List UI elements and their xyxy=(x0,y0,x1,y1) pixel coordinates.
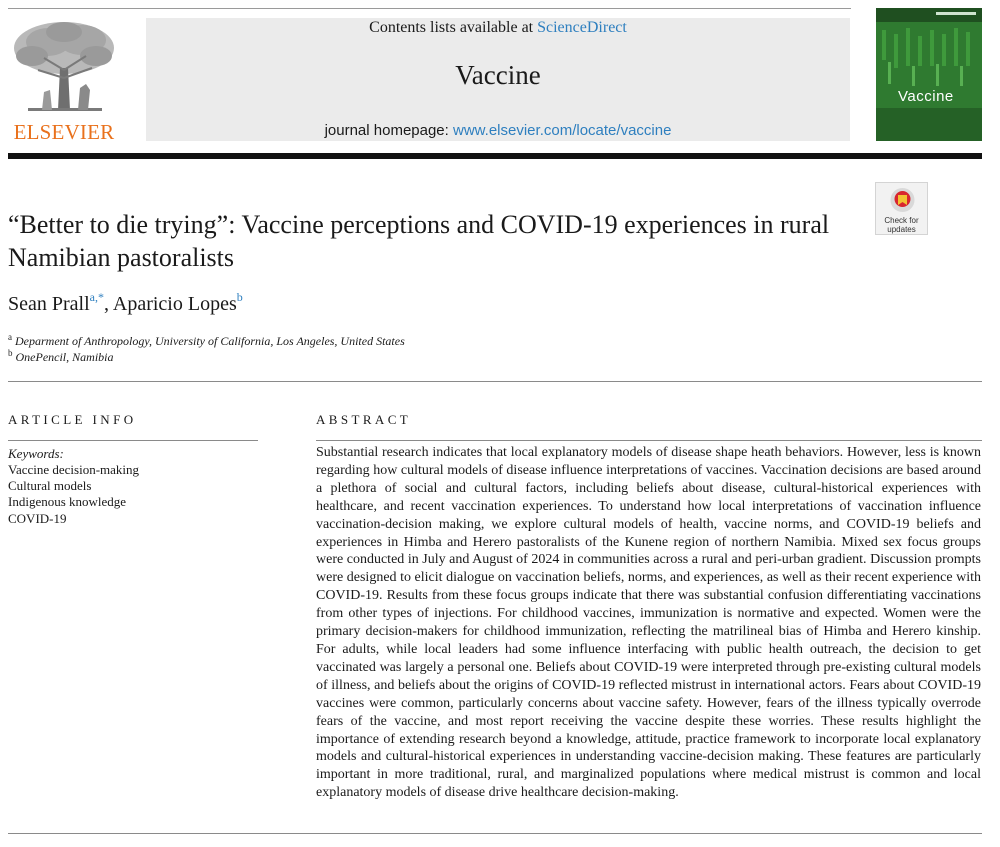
article-info-heading: ARTICLE INFO xyxy=(8,412,137,427)
author-affiliation-marker[interactable]: a,* xyxy=(89,290,104,304)
abstract-heading: ABSTRACT xyxy=(316,412,412,427)
check-updates-label xyxy=(876,216,927,234)
elsevier-tree-icon xyxy=(8,18,120,118)
author-name[interactable]: Sean Prall xyxy=(8,293,90,315)
journal-header-box xyxy=(146,18,850,141)
keyword-item[interactable]: COVID-19 xyxy=(8,510,67,526)
sciencedirect-link[interactable]: ScienceDirect xyxy=(537,19,627,36)
top-rule xyxy=(8,8,851,9)
abstract-rule xyxy=(316,440,982,441)
check-updates-icon xyxy=(876,183,929,217)
affiliation-b xyxy=(8,350,113,365)
journal-cover[interactable] xyxy=(876,8,982,141)
abstract-text: Substantial research indicates that local explanatory models of disease shape heath behaviors. However, less is known regarding how cultural models of disease influence interpretations of vaccines. Vaccination decisions are based around a plethora of social and cultural factors, including beliefs about disease, cultural-historical experiences with healthcare, and recent vaccination experiences. To understand how local interpretations of vaccination influence vaccination-decision making, we explore cultural models of health, vaccine norms, and COVID-19 beliefs and experiences in Himba and Herero pastoralists of the Kunene region of northern Namibia. Mixed sex focus groups were conducted in July and August of 2024 in communities across a rural and peri-urban gradient. Discussion prompts were designed to elicit dialogue on vaccination beliefs, norms, and experiences, as well as their recent experience with COVID-19. Results from these focus groups indicate that there was substantial confusion differentiating vaccinations from other types of injections. For childhood vaccines, immunization is normative and expected. Women were the primary decision-makers for childhood immunization, reflecting the matrilineal bias of Himba and Herero kinship. For adults, while local leaders had some influence interfacing with public health outreach, the decision to get vaccinated was largely a personal one. Beliefs about COVID-19 were interpreted through pre-existing cultural models of illness, and beliefs about the origins of COVID-19 reflected mistrust in international actors. Fears about COVID-19 vaccines were common, particularly concerns about vaccine safety. However, fears of the illness typically overrode fears of the vaccine, and most report receiving the vaccine despite these worries. These results highlight the importance of extending research beyond a knowledge, attitude, practice framework to incorporate local explanatory models and cultural-historical experiences in understanding vaccine-decision making. These features are particularly important in more traditional, rural, and marginalized populations where medical mistrust is common and local explanatory models of disease drive healthcare decision-making. xyxy=(316,445,981,801)
cover-art-icon xyxy=(876,8,982,141)
author-separator: , xyxy=(103,293,113,315)
header-divider xyxy=(8,153,982,159)
author-list xyxy=(8,290,243,316)
check-updates-line1: Check for xyxy=(884,216,919,225)
journal-title: Vaccine xyxy=(455,60,541,90)
bottom-rule xyxy=(8,833,982,834)
author-affiliation-marker[interactable]: b xyxy=(236,290,243,304)
section-divider xyxy=(8,381,982,382)
contents-line xyxy=(146,19,850,37)
publisher-logo[interactable] xyxy=(8,18,120,142)
journal-homepage-link[interactable]: www.elsevier.com/locate/vaccine xyxy=(453,122,672,139)
cover-title: Vaccine xyxy=(898,88,954,105)
check-updates-line2: updates xyxy=(887,225,916,234)
keyword-item[interactable]: Indigenous knowledge xyxy=(8,494,127,510)
keywords-label: Keywords: xyxy=(8,446,64,461)
author-name[interactable]: Aparicio Lopes xyxy=(112,293,237,315)
affiliation-text: Deparment of Anthropology, University of California, Los Angeles, United States xyxy=(15,334,405,348)
article-title: “Better to die trying”: Vaccine perceptions and COVID-19 experiences in rural Namibian pastoralists xyxy=(8,210,830,272)
affiliation-marker: b xyxy=(8,348,13,358)
keyword-item[interactable]: Vaccine decision-making xyxy=(8,462,140,477)
publisher-name: ELSEVIER xyxy=(13,120,115,144)
contents-prefix: Contents lists available at xyxy=(369,19,538,36)
affiliation-a xyxy=(8,334,405,349)
homepage-line xyxy=(146,122,850,139)
keyword-item[interactable]: Cultural models xyxy=(8,478,92,494)
check-for-updates-button[interactable] xyxy=(875,182,928,235)
keywords-list xyxy=(8,462,139,527)
affiliation-text: OnePencil, Namibia xyxy=(15,350,114,364)
homepage-prefix: journal homepage: xyxy=(324,122,453,139)
affiliation-marker: a xyxy=(8,332,12,342)
article-info-rule xyxy=(8,440,258,441)
